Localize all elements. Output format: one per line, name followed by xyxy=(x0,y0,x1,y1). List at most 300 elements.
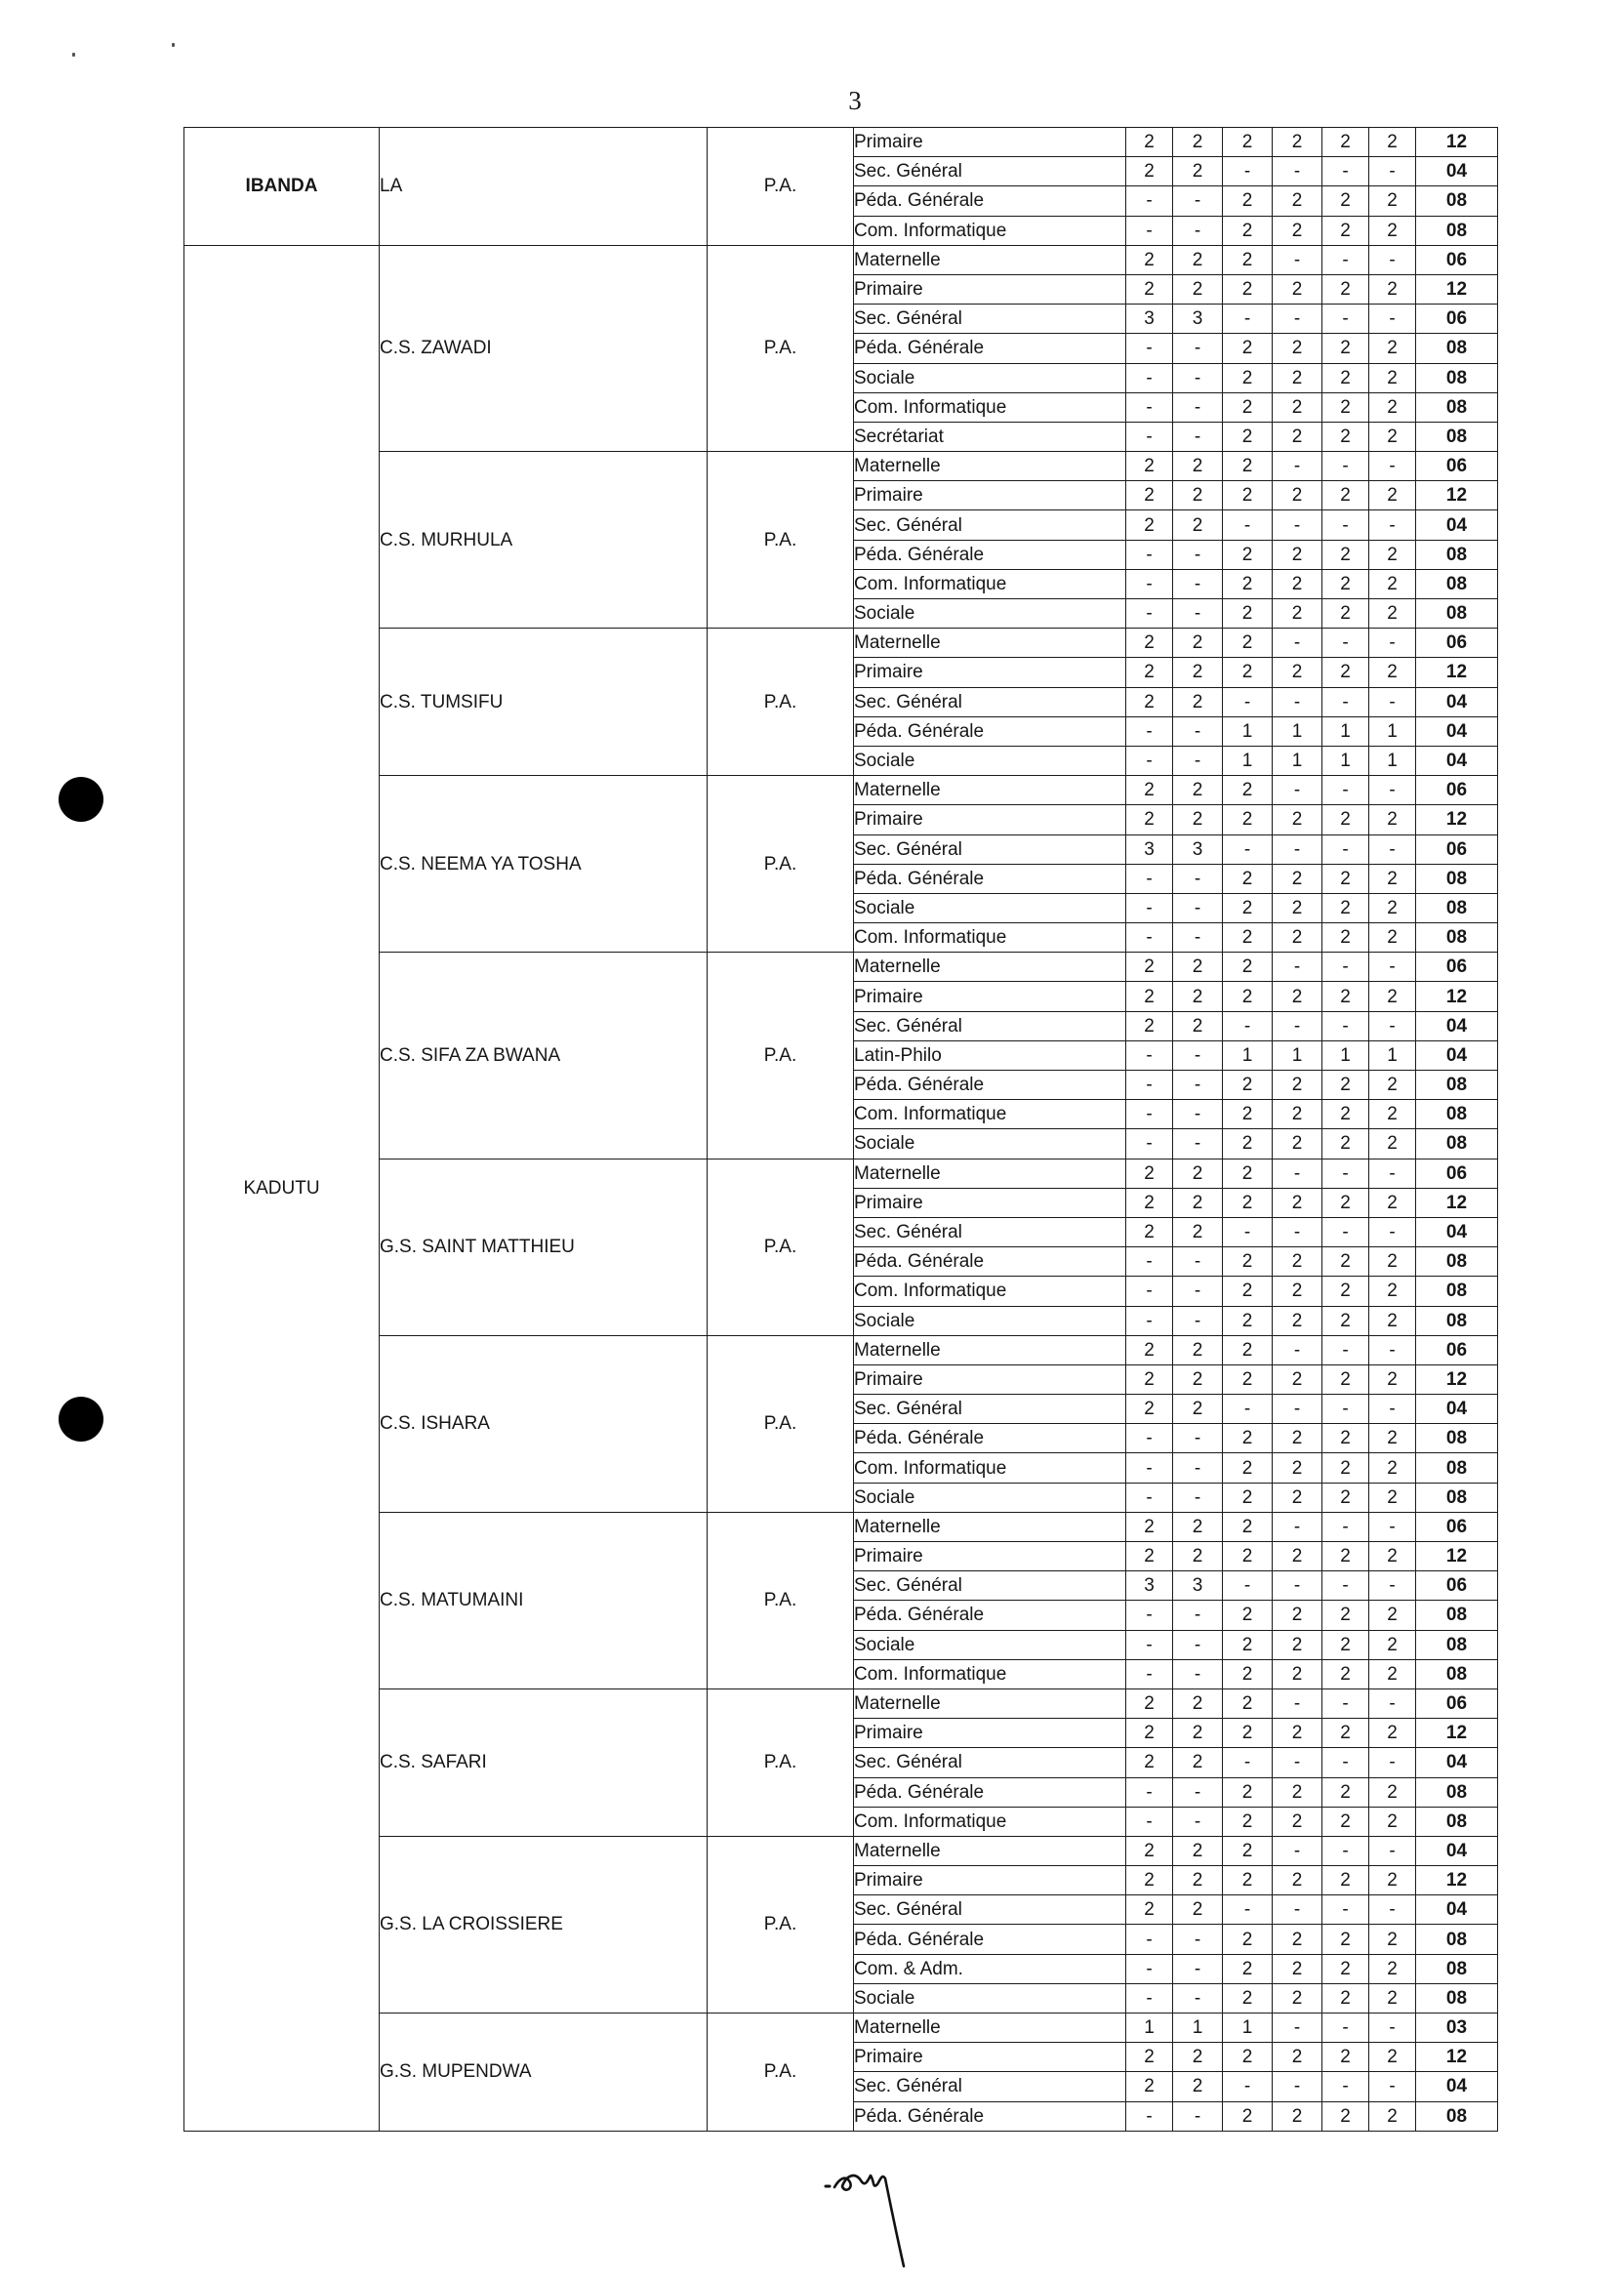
section-name: Primaire xyxy=(854,481,1126,510)
class-count: 2 xyxy=(1322,658,1369,687)
class-count: 2 xyxy=(1223,128,1273,157)
section-name: Péda. Générale xyxy=(854,1925,1126,1954)
class-count: 2 xyxy=(1322,1807,1369,1836)
section-name: Com. Informatique xyxy=(854,1807,1126,1836)
class-count: - xyxy=(1173,1071,1223,1100)
class-count: - xyxy=(1126,1630,1173,1659)
section-total: 08 xyxy=(1416,1925,1498,1954)
class-count: 2 xyxy=(1369,569,1416,598)
class-count: 2 xyxy=(1322,1306,1369,1335)
class-count: 2 xyxy=(1369,1925,1416,1954)
class-count: 2 xyxy=(1173,629,1223,658)
class-count: 2 xyxy=(1273,1542,1322,1571)
class-count: 2 xyxy=(1273,569,1322,598)
school-name: C.S. MATUMAINI xyxy=(380,1512,708,1688)
page-number: 3 xyxy=(848,86,862,115)
class-count: - xyxy=(1126,1424,1173,1453)
class-count: - xyxy=(1322,510,1369,540)
section-name: Com. Informatique xyxy=(854,569,1126,598)
class-count: 2 xyxy=(1322,1954,1369,1983)
section-total: 08 xyxy=(1416,1983,1498,2013)
class-count: - xyxy=(1273,834,1322,864)
class-count: 2 xyxy=(1223,1601,1273,1630)
class-count: 2 xyxy=(1223,1100,1273,1129)
class-count: 2 xyxy=(1273,1306,1322,1335)
table-row xyxy=(184,1159,1498,1188)
section-total: 12 xyxy=(1416,658,1498,687)
class-count: 2 xyxy=(1223,1512,1273,1541)
school-name: C.S. NEEMA YA TOSHA xyxy=(380,776,708,953)
class-count: - xyxy=(1173,422,1223,451)
section-total: 06 xyxy=(1416,776,1498,805)
class-count: 2 xyxy=(1223,1659,1273,1688)
table-row xyxy=(184,1335,1498,1364)
class-count: - xyxy=(1173,186,1223,216)
table-row xyxy=(184,1836,1498,1865)
section-total: 06 xyxy=(1416,834,1498,864)
section-name: Sec. Général xyxy=(854,687,1126,716)
class-count: 2 xyxy=(1126,805,1173,834)
section-total: 08 xyxy=(1416,1659,1498,1688)
class-count: 2 xyxy=(1223,2101,1273,2131)
class-count: - xyxy=(1173,746,1223,775)
class-count: - xyxy=(1173,1483,1223,1512)
section-total: 08 xyxy=(1416,1807,1498,1836)
class-count: 2 xyxy=(1322,1542,1369,1571)
section-name: Maternelle xyxy=(854,452,1126,481)
section-name: Maternelle xyxy=(854,1512,1126,1541)
section-name: Maternelle xyxy=(854,953,1126,982)
class-count: - xyxy=(1369,953,1416,982)
class-count: - xyxy=(1126,216,1173,245)
table-row xyxy=(184,128,1498,157)
class-count: 2 xyxy=(1322,1483,1369,1512)
class-count: 2 xyxy=(1223,805,1273,834)
class-count: - xyxy=(1273,1836,1322,1865)
class-count: 2 xyxy=(1173,510,1223,540)
class-count: - xyxy=(1322,1571,1369,1601)
class-count: - xyxy=(1126,746,1173,775)
class-count: 2 xyxy=(1126,687,1173,716)
class-count: 2 xyxy=(1322,2101,1369,2131)
section-total: 06 xyxy=(1416,452,1498,481)
class-count: 1 xyxy=(1273,746,1322,775)
class-count: 2 xyxy=(1173,1335,1223,1364)
class-count: - xyxy=(1369,629,1416,658)
class-count: - xyxy=(1126,716,1173,746)
section-total: 08 xyxy=(1416,1483,1498,1512)
class-count: - xyxy=(1126,1306,1173,1335)
class-count: - xyxy=(1173,864,1223,893)
section-total: 08 xyxy=(1416,1247,1498,1277)
class-count: 2 xyxy=(1369,1424,1416,1453)
section-total: 04 xyxy=(1416,157,1498,186)
class-count: 2 xyxy=(1173,1217,1223,1246)
table-row xyxy=(184,452,1498,481)
section-name: Primaire xyxy=(854,1719,1126,1748)
class-count: 2 xyxy=(1126,629,1173,658)
section-name: Péda. Générale xyxy=(854,1777,1126,1807)
class-count: 1 xyxy=(1369,716,1416,746)
school-name: G.S. SAINT MATTHIEU xyxy=(380,1159,708,1335)
section-total: 08 xyxy=(1416,334,1498,363)
section-total: 12 xyxy=(1416,2043,1498,2072)
class-count: 2 xyxy=(1173,1748,1223,1777)
class-count: 2 xyxy=(1223,540,1273,569)
class-count: - xyxy=(1173,2101,1223,2131)
section-name: Primaire xyxy=(854,658,1126,687)
class-count: 2 xyxy=(1223,776,1273,805)
class-count: - xyxy=(1223,1748,1273,1777)
class-count: - xyxy=(1322,1011,1369,1040)
class-count: 2 xyxy=(1273,2043,1322,2072)
school-name: C.S. TUMSIFU xyxy=(380,629,708,776)
section-total: 04 xyxy=(1416,1895,1498,1925)
district-name: IBANDA xyxy=(184,128,380,246)
section-name: Péda. Générale xyxy=(854,716,1126,746)
class-count: 2 xyxy=(1369,540,1416,569)
class-count: 2 xyxy=(1173,776,1223,805)
section-name: Maternelle xyxy=(854,629,1126,658)
class-count: 2 xyxy=(1322,216,1369,245)
class-count: 2 xyxy=(1173,1159,1223,1188)
class-count: 2 xyxy=(1173,245,1223,274)
section-name: Péda. Générale xyxy=(854,1601,1126,1630)
class-count: - xyxy=(1173,1100,1223,1129)
class-count: - xyxy=(1173,1453,1223,1483)
class-count: 2 xyxy=(1223,1866,1273,1895)
class-count: - xyxy=(1273,305,1322,334)
class-count: 2 xyxy=(1369,2043,1416,2072)
class-count: 2 xyxy=(1322,1630,1369,1659)
class-count: - xyxy=(1173,1040,1223,1070)
class-count: - xyxy=(1173,363,1223,392)
section-name: Com. Informatique xyxy=(854,1453,1126,1483)
class-count: - xyxy=(1173,1659,1223,1688)
class-count: - xyxy=(1322,305,1369,334)
section-total: 08 xyxy=(1416,1777,1498,1807)
class-count: - xyxy=(1273,245,1322,274)
class-count: 2 xyxy=(1322,334,1369,363)
class-count: 2 xyxy=(1322,1364,1369,1394)
section-total: 06 xyxy=(1416,1335,1498,1364)
section-name: Maternelle xyxy=(854,2014,1126,2043)
school-regime: P.A. xyxy=(708,2014,854,2132)
class-count: 2 xyxy=(1126,1364,1173,1394)
class-count: 2 xyxy=(1322,1071,1369,1100)
class-count: - xyxy=(1322,1395,1369,1424)
section-total: 04 xyxy=(1416,687,1498,716)
section-name: Primaire xyxy=(854,2043,1126,2072)
class-count: 2 xyxy=(1273,128,1322,157)
class-count: - xyxy=(1126,1483,1173,1512)
class-count: - xyxy=(1126,1071,1173,1100)
class-count: - xyxy=(1173,216,1223,245)
class-count: 2 xyxy=(1126,452,1173,481)
class-count: 2 xyxy=(1173,687,1223,716)
class-count: 2 xyxy=(1369,186,1416,216)
section-name: Com. Informatique xyxy=(854,923,1126,953)
class-count: 2 xyxy=(1126,274,1173,304)
class-count: 2 xyxy=(1369,599,1416,629)
section-name: Péda. Générale xyxy=(854,540,1126,569)
class-count: - xyxy=(1126,1659,1173,1688)
class-count: - xyxy=(1126,363,1173,392)
class-count: 2 xyxy=(1126,1866,1173,1895)
class-count: - xyxy=(1322,1836,1369,1865)
class-count: 2 xyxy=(1273,1630,1322,1659)
section-total: 08 xyxy=(1416,1453,1498,1483)
class-count: 2 xyxy=(1173,1011,1223,1040)
class-count: 2 xyxy=(1369,2101,1416,2131)
class-count: - xyxy=(1273,510,1322,540)
district-name: KADUTU xyxy=(184,245,380,2131)
table-row xyxy=(184,1688,1498,1718)
scan-mark xyxy=(72,53,75,57)
class-count: 2 xyxy=(1173,1542,1223,1571)
class-count: 2 xyxy=(1173,1395,1223,1424)
class-count: - xyxy=(1223,834,1273,864)
class-count: 2 xyxy=(1223,452,1273,481)
class-count: 2 xyxy=(1273,1277,1322,1306)
class-count: - xyxy=(1322,1335,1369,1364)
class-count: 2 xyxy=(1322,864,1369,893)
table-row xyxy=(184,2014,1498,2043)
class-count: 2 xyxy=(1322,481,1369,510)
class-count: 2 xyxy=(1369,658,1416,687)
class-count: - xyxy=(1223,2072,1273,2101)
class-count: 2 xyxy=(1223,599,1273,629)
section-name: Sec. Général xyxy=(854,1571,1126,1601)
class-count: - xyxy=(1369,2014,1416,2043)
class-count: - xyxy=(1126,1807,1173,1836)
class-count: 2 xyxy=(1322,893,1369,922)
class-count: - xyxy=(1273,1159,1322,1188)
class-count: - xyxy=(1273,452,1322,481)
section-total: 08 xyxy=(1416,186,1498,216)
class-count: 2 xyxy=(1223,1453,1273,1483)
class-count: 2 xyxy=(1126,510,1173,540)
class-count: 2 xyxy=(1369,481,1416,510)
class-count: 2 xyxy=(1126,1335,1173,1364)
class-count: 2 xyxy=(1273,1100,1322,1129)
class-count: 2 xyxy=(1273,1659,1322,1688)
section-total: 08 xyxy=(1416,540,1498,569)
class-count: 2 xyxy=(1223,216,1273,245)
class-count: 2 xyxy=(1322,1453,1369,1483)
class-count: 2 xyxy=(1173,658,1223,687)
class-count: 2 xyxy=(1173,1836,1223,1865)
section-name: Primaire xyxy=(854,805,1126,834)
class-count: 2 xyxy=(1173,1512,1223,1541)
section-total: 12 xyxy=(1416,274,1498,304)
section-name: Sec. Général xyxy=(854,1748,1126,1777)
section-total: 12 xyxy=(1416,1719,1498,1748)
class-count: 2 xyxy=(1273,334,1322,363)
section-total: 06 xyxy=(1416,1159,1498,1188)
class-count: - xyxy=(1369,1159,1416,1188)
section-total: 04 xyxy=(1416,1217,1498,1246)
section-name: Maternelle xyxy=(854,245,1126,274)
section-total: 08 xyxy=(1416,1277,1498,1306)
class-count: - xyxy=(1173,1424,1223,1453)
section-name: Péda. Générale xyxy=(854,2101,1126,2131)
class-count: - xyxy=(1273,157,1322,186)
section-name: Sociale xyxy=(854,1630,1126,1659)
class-count: 2 xyxy=(1273,1601,1322,1630)
class-count: - xyxy=(1322,834,1369,864)
class-count: 2 xyxy=(1273,481,1322,510)
table-row xyxy=(184,776,1498,805)
class-count: - xyxy=(1126,923,1173,953)
class-count: 2 xyxy=(1223,392,1273,422)
class-count: 2 xyxy=(1322,2043,1369,2072)
class-count: - xyxy=(1126,1040,1173,1070)
class-count: 2 xyxy=(1173,274,1223,304)
section-name: Péda. Générale xyxy=(854,334,1126,363)
section-total: 06 xyxy=(1416,953,1498,982)
class-count: - xyxy=(1173,893,1223,922)
class-count: 2 xyxy=(1273,1483,1322,1512)
class-count: 2 xyxy=(1223,1364,1273,1394)
class-count: 2 xyxy=(1322,599,1369,629)
class-count: 3 xyxy=(1126,1571,1173,1601)
class-count: - xyxy=(1173,1777,1223,1807)
class-count: - xyxy=(1322,776,1369,805)
section-total: 12 xyxy=(1416,1542,1498,1571)
section-name: Primaire xyxy=(854,982,1126,1011)
section-name: Primaire xyxy=(854,1364,1126,1394)
table-row xyxy=(184,629,1498,658)
class-count: 2 xyxy=(1322,1277,1369,1306)
class-count: 2 xyxy=(1273,1247,1322,1277)
class-count: 2 xyxy=(1322,1129,1369,1159)
section-name: Com. Informatique xyxy=(854,1277,1126,1306)
section-name: Com. Informatique xyxy=(854,216,1126,245)
section-name: Sec. Général xyxy=(854,2072,1126,2101)
class-count: 2 xyxy=(1126,1895,1173,1925)
class-count: 2 xyxy=(1369,1866,1416,1895)
class-count: 1 xyxy=(1173,2014,1223,2043)
class-count: - xyxy=(1173,540,1223,569)
class-count: 2 xyxy=(1126,1512,1173,1541)
class-count: 2 xyxy=(1173,452,1223,481)
class-count: 2 xyxy=(1369,1601,1416,1630)
class-count: 2 xyxy=(1369,1100,1416,1129)
class-count: 2 xyxy=(1273,1129,1322,1159)
class-count: 2 xyxy=(1369,1364,1416,1394)
punch-hole xyxy=(59,1397,103,1442)
section-name: Péda. Générale xyxy=(854,864,1126,893)
class-count: - xyxy=(1273,1335,1322,1364)
class-count: 2 xyxy=(1223,569,1273,598)
section-total: 08 xyxy=(1416,392,1498,422)
class-count: 1 xyxy=(1223,746,1273,775)
class-count: - xyxy=(1126,1601,1173,1630)
class-count: - xyxy=(1273,1895,1322,1925)
class-count: 2 xyxy=(1369,422,1416,451)
class-count: - xyxy=(1173,392,1223,422)
class-count: 2 xyxy=(1223,334,1273,363)
class-count: 2 xyxy=(1173,1895,1223,1925)
class-count: - xyxy=(1223,510,1273,540)
class-count: - xyxy=(1173,1807,1223,1836)
class-count: - xyxy=(1273,1512,1322,1541)
class-count: - xyxy=(1173,716,1223,746)
class-count: 2 xyxy=(1173,157,1223,186)
class-count: - xyxy=(1173,1630,1223,1659)
class-count: 2 xyxy=(1273,864,1322,893)
class-count: 2 xyxy=(1369,1807,1416,1836)
class-count: - xyxy=(1223,1895,1273,1925)
class-count: - xyxy=(1173,1925,1223,1954)
class-count: 3 xyxy=(1173,834,1223,864)
class-count: - xyxy=(1273,776,1322,805)
school-name: LA xyxy=(380,128,708,246)
section-name: Péda. Générale xyxy=(854,1071,1126,1100)
class-count: 2 xyxy=(1126,2043,1173,2072)
class-count: 2 xyxy=(1369,1277,1416,1306)
class-count: - xyxy=(1322,1512,1369,1541)
section-name: Primaire xyxy=(854,1866,1126,1895)
section-total: 12 xyxy=(1416,128,1498,157)
class-count: 2 xyxy=(1223,893,1273,922)
class-count: 2 xyxy=(1273,186,1322,216)
section-name: Sociale xyxy=(854,1983,1126,2013)
class-count: 2 xyxy=(1173,1719,1223,1748)
class-count: 2 xyxy=(1369,1630,1416,1659)
class-count: - xyxy=(1126,186,1173,216)
class-count: 2 xyxy=(1322,540,1369,569)
class-count: 1 xyxy=(1369,1040,1416,1070)
section-total: 06 xyxy=(1416,305,1498,334)
class-count: 2 xyxy=(1322,1866,1369,1895)
section-total: 08 xyxy=(1416,1954,1498,1983)
section-name: Maternelle xyxy=(854,1335,1126,1364)
school-name: C.S. SIFA ZA BWANA xyxy=(380,953,708,1159)
class-count: - xyxy=(1173,1983,1223,2013)
class-count: 2 xyxy=(1223,1542,1273,1571)
class-count: 2 xyxy=(1173,953,1223,982)
class-count: 2 xyxy=(1223,2043,1273,2072)
section-name: Com. & Adm. xyxy=(854,1954,1126,1983)
section-name: Sociale xyxy=(854,1306,1126,1335)
class-count: - xyxy=(1126,1777,1173,1807)
section-total: 12 xyxy=(1416,1364,1498,1394)
class-count: 2 xyxy=(1369,1071,1416,1100)
class-count: 2 xyxy=(1322,1424,1369,1453)
class-count: - xyxy=(1126,1983,1173,2013)
class-count: 2 xyxy=(1322,1659,1369,1688)
class-count: - xyxy=(1273,1688,1322,1718)
class-count: 2 xyxy=(1223,1483,1273,1512)
class-count: 2 xyxy=(1369,1129,1416,1159)
class-count: 2 xyxy=(1223,1129,1273,1159)
class-count: 2 xyxy=(1223,1306,1273,1335)
section-total: 12 xyxy=(1416,1866,1498,1895)
class-count: - xyxy=(1126,1100,1173,1129)
class-count: 2 xyxy=(1223,1277,1273,1306)
section-total: 12 xyxy=(1416,805,1498,834)
class-count: 1 xyxy=(1273,1040,1322,1070)
class-count: - xyxy=(1223,1011,1273,1040)
table-row xyxy=(184,245,1498,274)
section-total: 06 xyxy=(1416,245,1498,274)
section-total: 08 xyxy=(1416,893,1498,922)
class-count: - xyxy=(1322,1895,1369,1925)
school-name: G.S. MUPENDWA xyxy=(380,2014,708,2132)
class-count: - xyxy=(1322,1217,1369,1246)
